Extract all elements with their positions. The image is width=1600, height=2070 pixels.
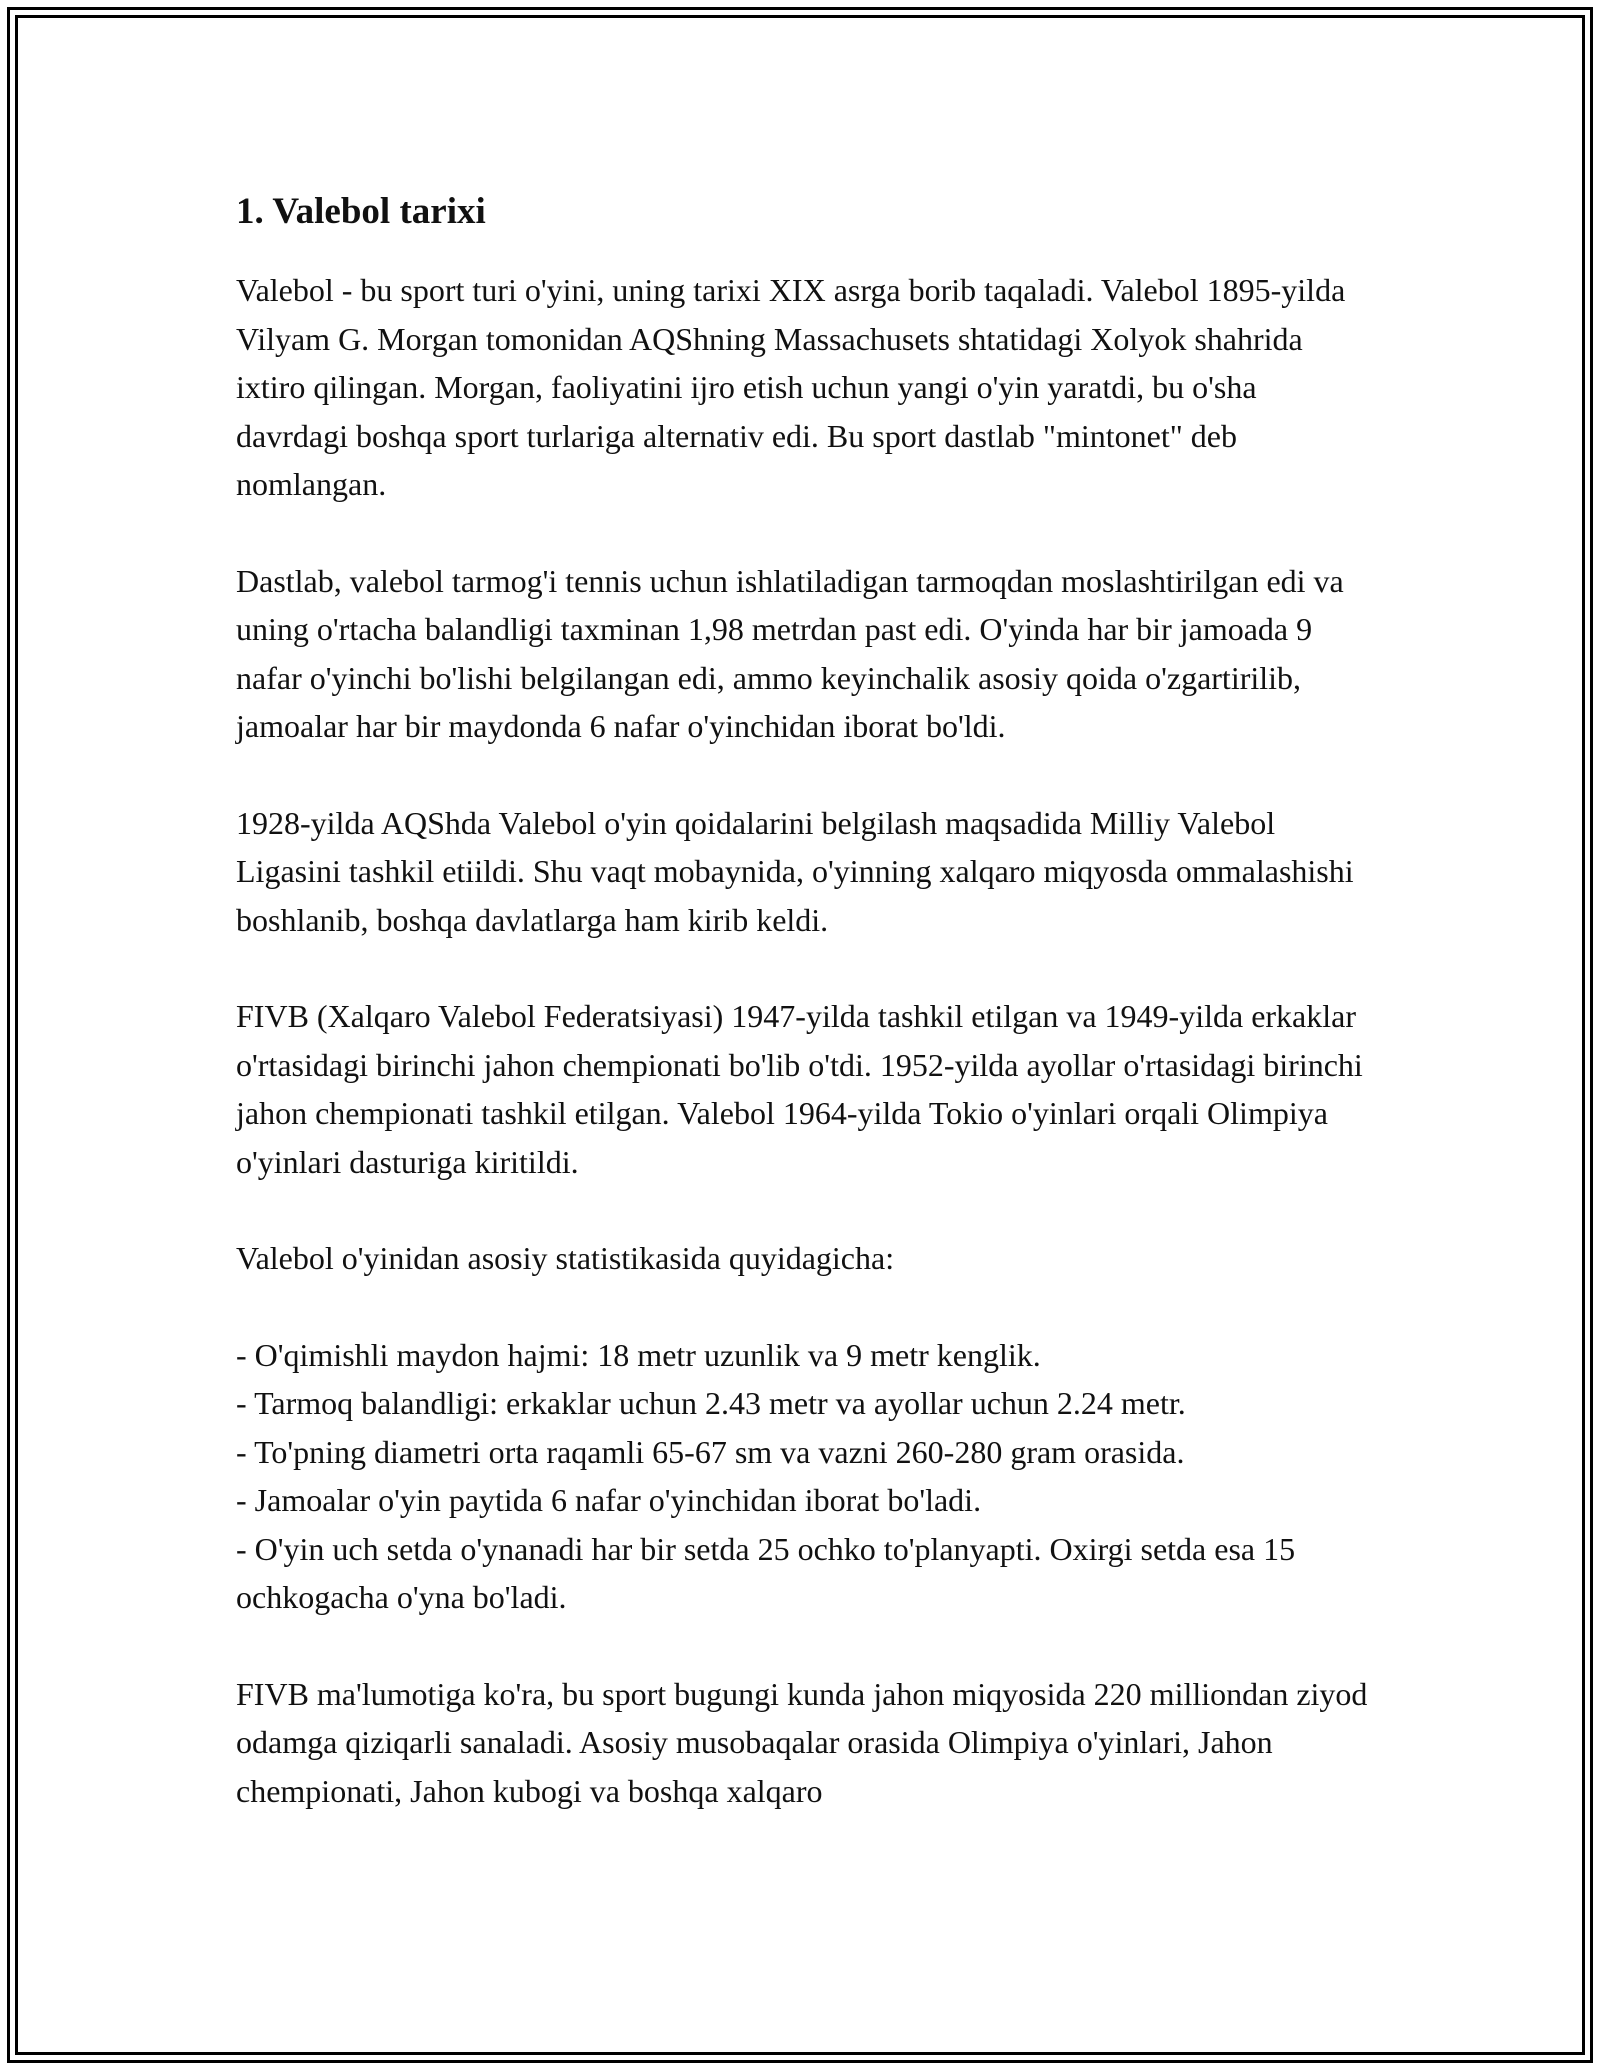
stats-item-net-height: - Tarmoq balandligi: erkaklar uchun 2.43 metr va ayollar uchun 2.24 metr.	[236, 1385, 1186, 1421]
paragraph-net-and-players: Dastlab, valebol tarmog'i tennis uchun ishlatiladigan tarmoqdan moslashtirilgan edi va uning o'rtacha balandligi taxminan 1,98 metrdan past edi. O'yinda har bir jamoada 9 nafar o'yinchi bo'lishi belgilangan edi, ammo keyinchalik asosiy qoida o'zgartirilib, jamoalar har bir maydonda 6 nafar o'yinchidan iborat bo'ldi.	[236, 562, 1344, 744]
paragraph-national-league: 1928-yilda AQShda Valebol o'yin qoidalarini belgilash maqsadida Milliy Valebol Ligasini tashkil etiildi. Shu vaqt mobaynida, o'yinning xalqaro miqyosda ommalashishi boshlanib, boshqa davlatlarga ham kirib keldi.	[236, 804, 1354, 938]
stats-list	[236, 1331, 1371, 1622]
paragraph-fivb-championships: FIVB (Xalqaro Valebol Federatsiyasi) 1947-yilda tashkil etilgan va 1949-yilda erkaklar o'rtasidagi birinchi jahon chempionati bo'lib o'tdi. 1952-yilda ayollar o'rtasidagi birinchi jahon chempionati tashkil etilgan. Valebol 1964-yilda Tokio o'yinlari orqali Olimpiya o'yinlari dasturiga kiritildi.	[236, 998, 1363, 1180]
stats-item-sets-scoring: - O'yin uch setda o'ynanadi har bir setda 25 ochko to'planyapti. Oxirgi setda esa 15 ochkogacha o'yna bo'ladi.	[236, 1530, 1296, 1615]
paragraph-popularity: FIVB ma'lumotiga ko'ra, bu sport bugungi kunda jahon miqyosida 220 milliondan ziyod odamga qiziqarli sanaladi. Asosiy musobaqalar orasida Olimpiya o'yinlari, Jahon chempionati, Jahon kubogi va boshqa xalqaro	[236, 1675, 1368, 1809]
stats-item-ball-size: - To'pning diametri orta raqamli 65-67 sm va vazni 260-280 gram orasida.	[236, 1433, 1185, 1470]
document-body	[236, 182, 1371, 1815]
stats-item-team-size: - Jamoalar o'yin paytida 6 nafar o'yinchidan iborat bo'ladi.	[236, 1482, 982, 1518]
stats-item-court-size: - O'qimishli maydon hajmi: 18 metr uzunlik va 9 metr kenglik.	[236, 1336, 1041, 1373]
paragraph-history-origin: Valebol - bu sport turi o'yini, uning tarixi XIX asrga borib taqaladi. Valebol 1895-yilda Vilyam G. Morgan tomonidan AQShning Massachusets shtatidagi Xolyok shahrida ixtiro qilingan. Morgan, faoliyatini ijro etish uchun yangi o'yin yaratdi, bu o'sha davrdagi boshqa sport turlariga alternativ edi. Bu sport dastlab "mintonet" deb nomlangan.	[236, 272, 1346, 502]
page-title: 1. Valebol tarixi	[236, 191, 486, 232]
paragraph-stats-intro: Valebol o'yinidan asosiy statistikasida quyidagicha:	[236, 1240, 895, 1276]
